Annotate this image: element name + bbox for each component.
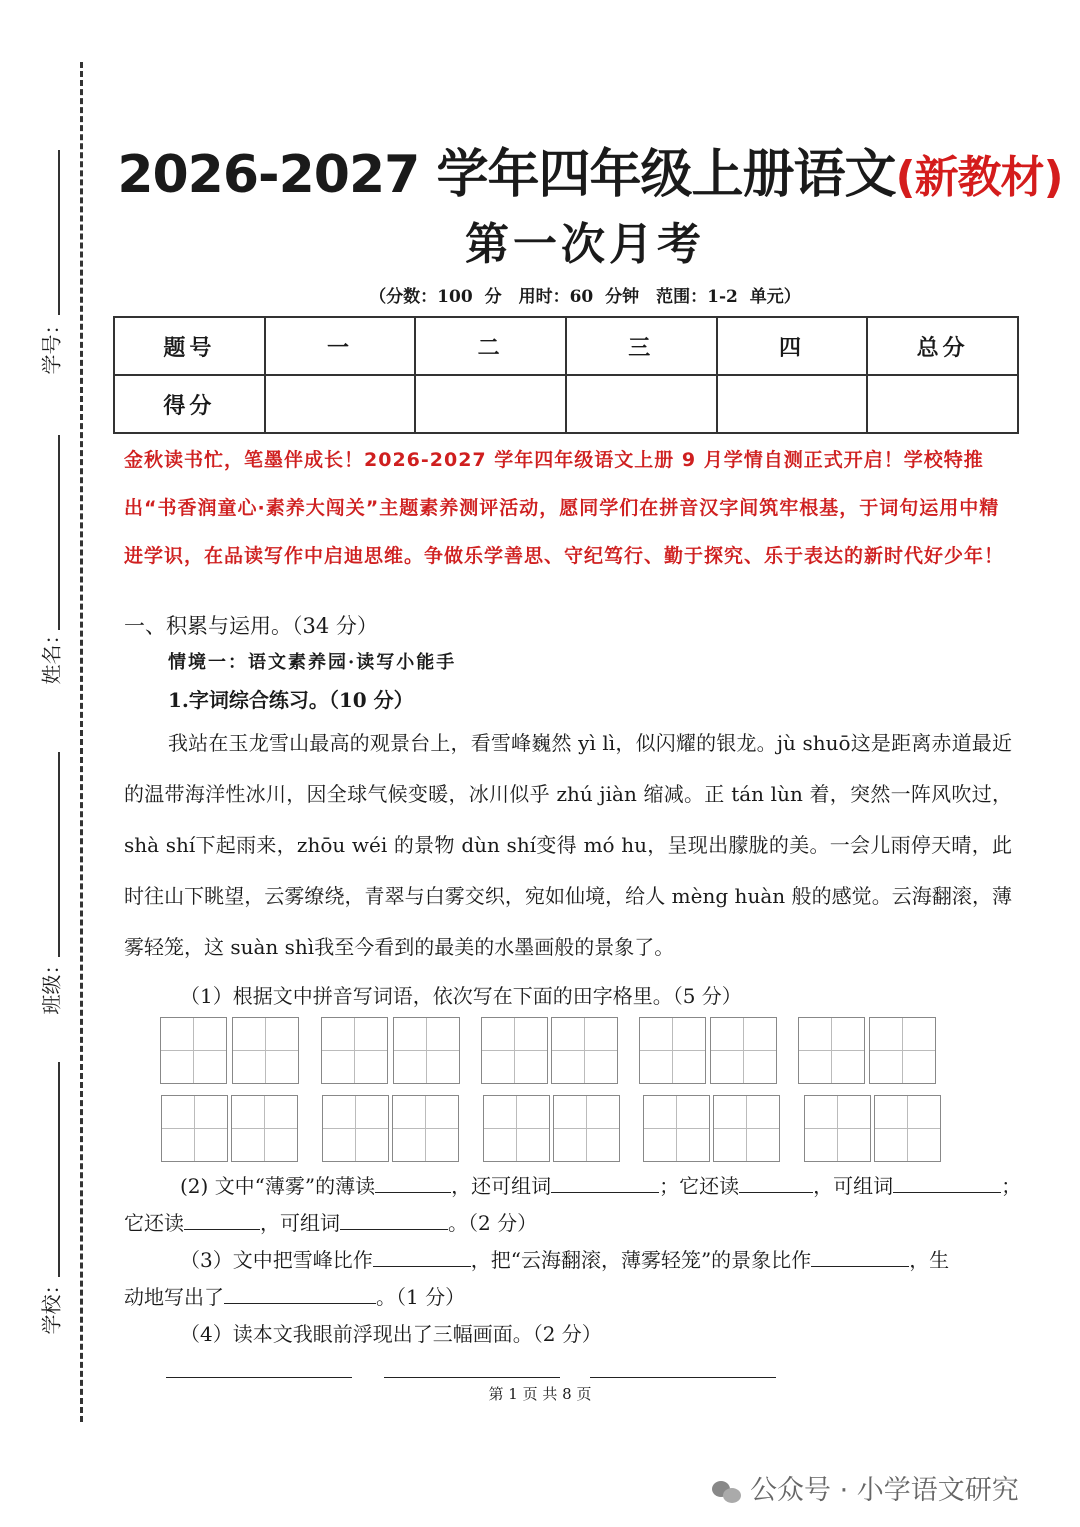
score-header-cell: 总分: [867, 317, 1018, 375]
q2-text: ，可组词: [260, 1211, 340, 1235]
class-rule: [58, 752, 60, 957]
answer-blank[interactable]: [340, 1211, 448, 1230]
watermark-text: 公众号 · 小学语文研究: [750, 1475, 1019, 1506]
tianzi-cell[interactable]: [643, 1095, 710, 1162]
q2-text: 它还读: [124, 1211, 184, 1235]
score-header-cell: 四: [717, 317, 868, 375]
question-heading: 1.字词综合练习。（10 分）: [168, 688, 414, 712]
score-cell[interactable]: [867, 375, 1018, 433]
q2-text: ，可组词: [813, 1174, 894, 1198]
score-header-cell: 题号: [114, 317, 265, 375]
q2-text: (2) 文中“薄雾”的薄读: [180, 1174, 376, 1198]
score-header-cell: 二: [415, 317, 566, 375]
score-cell[interactable]: [415, 375, 566, 433]
question-1-3-line1: [180, 1244, 949, 1273]
word-grid: [798, 1017, 938, 1085]
tianzi-cell[interactable]: [321, 1017, 388, 1084]
q3-text: 。（1 分）: [376, 1285, 466, 1309]
score-header-cell: 一: [265, 317, 416, 375]
word-grid: [322, 1095, 462, 1163]
word-grid: [161, 1095, 301, 1163]
tianzi-cell[interactable]: [483, 1095, 550, 1162]
score-cell[interactable]: [265, 375, 416, 433]
q2-text: ，还可组词: [451, 1174, 552, 1198]
name-label: 姓名：: [39, 624, 64, 685]
student-id-label: 学号：: [39, 314, 64, 375]
answer-blank[interactable]: [373, 1248, 471, 1267]
name-rule: [58, 435, 60, 630]
word-grid: [321, 1017, 461, 1085]
question-1-1: （1）根据文中拼音写词语，依次写在下面的田字格里。（5 分）: [180, 984, 742, 1008]
score-row-label: 得分: [114, 375, 265, 433]
tianzi-cell[interactable]: [551, 1017, 618, 1084]
page-number: 第 1 页 共 8 页: [488, 1385, 592, 1403]
tianzi-cell[interactable]: [322, 1095, 389, 1162]
side-field-class: [30, 752, 70, 1022]
class-label: 班级：: [39, 954, 64, 1015]
tianzi-cell[interactable]: [798, 1017, 865, 1084]
q2-text: 。（2 分）: [448, 1211, 538, 1235]
answer-line[interactable]: [590, 1377, 776, 1378]
school-rule: [58, 1062, 60, 1277]
q3-text: 动地写出了: [124, 1285, 224, 1309]
page-title: [100, 132, 1080, 207]
notice-paragraph: 金秋读书忙，笔墨伴成长！2026-2027 学年四年级语文上册 9 月学情自测正式开启！学校特推出“书香润童心·素养大闯关”主题素养测评活动，愿同学们在拼音汉字间筑牢根基，于词句运用中精进学识，在品读写作中启迪思维。争做乐学善思、守纪笃行、勤于探究、乐于表达的新时代好少年！: [124, 449, 1005, 567]
word-grid: [643, 1095, 783, 1163]
q3-text: （3）文中把雪峰比作: [180, 1248, 373, 1272]
q2-text: ；: [1001, 1174, 1022, 1198]
binding-dashed-line: [80, 62, 83, 1422]
section-heading: 一、积累与运用。（34 分）: [124, 614, 378, 638]
tianzi-cell[interactable]: [161, 1095, 228, 1162]
tianzi-cell[interactable]: [804, 1095, 871, 1162]
answer-line[interactable]: [166, 1377, 352, 1378]
score-header-cell: 三: [566, 317, 717, 375]
exam-subtitle: 第一次月考: [465, 219, 705, 270]
student-id-rule: [58, 150, 60, 315]
title-main: 2026-2027 学年四年级上册语文: [117, 145, 896, 205]
word-grid: [481, 1017, 621, 1085]
answer-blank[interactable]: [811, 1248, 909, 1267]
tianzi-cell[interactable]: [481, 1017, 548, 1084]
word-grid: [639, 1017, 779, 1085]
score-cell[interactable]: [717, 375, 868, 433]
tianzi-cell[interactable]: [553, 1095, 620, 1162]
tianzi-cell[interactable]: [710, 1017, 777, 1084]
exam-info: （分数：100 分 用时：60 分钟 范围：1-2 单元）: [369, 287, 801, 307]
question-1-2-line1: [180, 1170, 1021, 1199]
answer-blank[interactable]: [184, 1211, 260, 1230]
answer-blank[interactable]: [551, 1174, 659, 1193]
score-table-header-row: [114, 317, 1018, 375]
side-field-student-id: [30, 150, 70, 390]
tianzi-cell[interactable]: [869, 1017, 936, 1084]
wechat-icon: [712, 1479, 744, 1505]
tianzi-cell[interactable]: [232, 1017, 299, 1084]
side-field-name: [30, 435, 70, 695]
question-1-4: （4）读本文我眼前浮现出了三幅画面。（2 分）: [180, 1322, 602, 1346]
word-grid: [483, 1095, 623, 1163]
q2-text: ；它还读: [659, 1174, 740, 1198]
score-cell[interactable]: [566, 375, 717, 433]
score-table: [113, 316, 1019, 434]
side-field-school: [30, 1062, 70, 1342]
answer-line[interactable]: [384, 1377, 560, 1378]
word-grid: [804, 1095, 944, 1163]
scene-heading: 情境一：语文素养园·读写小能手: [168, 652, 457, 673]
tianzi-cell[interactable]: [393, 1017, 460, 1084]
school-label: 学校：: [39, 1274, 64, 1335]
question-1-3-line2: [124, 1281, 465, 1310]
q3-text: ，生: [909, 1248, 950, 1272]
word-grid: [160, 1017, 300, 1085]
answer-blank[interactable]: [224, 1285, 376, 1304]
answer-blank[interactable]: [893, 1174, 1001, 1193]
answer-blank[interactable]: [739, 1174, 813, 1193]
question-1-2-line2: [124, 1207, 537, 1236]
reading-passage: 我站在玉龙雪山最高的观景台上，看雪峰巍然 yì lì，似闪耀的银龙。jù shuō这是距离赤道最近的温带海洋性冰川，因全球气候变暖，冰川似乎 zhú jiàn 缩减。正 tán lùn 着，突然一阵风吹过，shà shí下起雨来，zhōu wéi 的景物 dùn shí变得 mó hu，呈现出朦胧的美。一会儿雨停天晴，此时往山下眺望，云雾缭绕，青翠与白雾交织，宛如仙境，给人 mèng huàn 般的感觉。云海翻滚，薄雾轻笼，这 suàn shì我至今看到的最美的水墨画般的景象了。: [124, 731, 1012, 959]
tianzi-cell[interactable]: [231, 1095, 298, 1162]
tianzi-cell[interactable]: [713, 1095, 780, 1162]
watermark: [712, 1468, 1019, 1507]
tianzi-cell[interactable]: [392, 1095, 459, 1162]
tianzi-cell[interactable]: [639, 1017, 706, 1084]
tianzi-cell[interactable]: [874, 1095, 941, 1162]
title-tag: (新教材): [895, 152, 1063, 203]
answer-blank[interactable]: [375, 1174, 451, 1193]
tianzi-cell[interactable]: [160, 1017, 227, 1084]
q3-text: ，把“云海翻滚，薄雾轻笼”的景象比作: [470, 1248, 812, 1272]
score-table-score-row: [114, 375, 1018, 433]
